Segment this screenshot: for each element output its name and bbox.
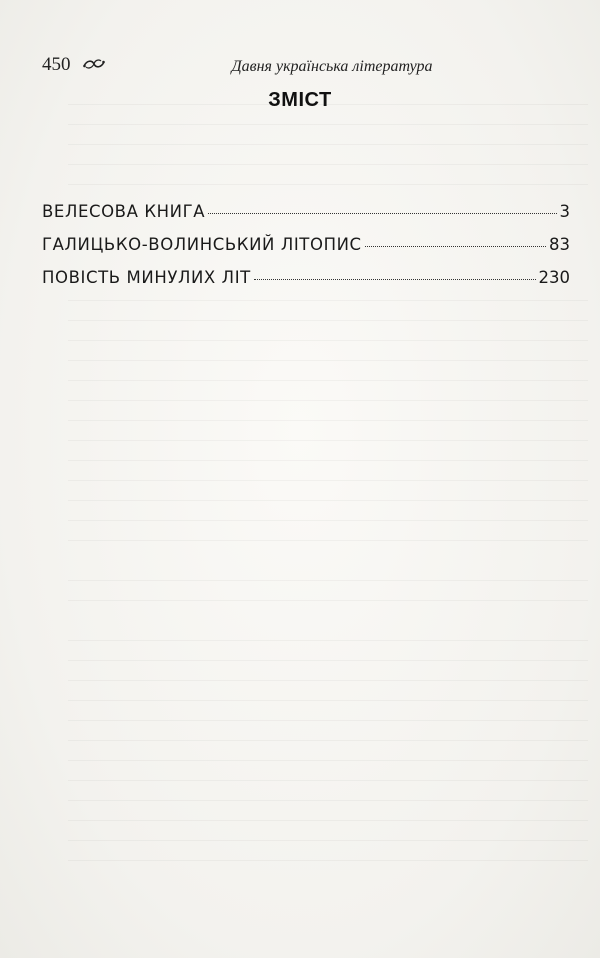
toc-dot-leader [365, 246, 546, 247]
toc-entry-page: 83 [549, 235, 570, 254]
toc-dot-leader [254, 279, 536, 280]
page-header [42, 54, 570, 84]
toc-dot-leader [208, 213, 556, 214]
toc-entry-title: ПОВІСТЬ МИНУЛИХ ЛІТ [42, 268, 251, 287]
running-title: Давня українська література [231, 58, 433, 75]
leaf-flourish-icon [82, 56, 106, 72]
toc-entry [42, 202, 570, 235]
toc-entry-page: 230 [538, 268, 570, 287]
toc-entry [42, 235, 570, 268]
toc-entry [42, 268, 570, 301]
toc-heading: ЗМІСТ [268, 89, 332, 111]
toc-entry-page: 3 [559, 202, 570, 221]
page-number: 450 [42, 54, 71, 75]
toc-entry-title: ГАЛИЦЬКО-ВОЛИНСЬКИЙ ЛІТОПИС [42, 235, 362, 254]
table-of-contents [42, 202, 570, 301]
toc-entry-title: ВЕЛЕСОВА КНИГА [42, 202, 206, 221]
